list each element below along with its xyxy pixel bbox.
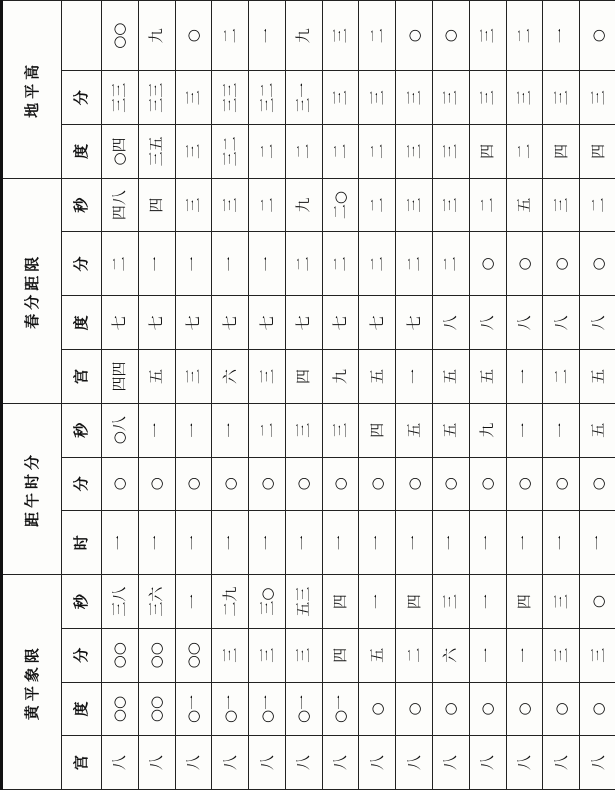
table-row bbox=[138, 1, 175, 790]
table-cell: ○○ bbox=[102, 682, 139, 736]
table-cell: 一 bbox=[469, 575, 506, 629]
table-cell: ○ bbox=[506, 457, 543, 511]
table-row bbox=[175, 1, 212, 790]
unit-header: 分 bbox=[62, 232, 102, 296]
table-cell: ○ bbox=[396, 682, 433, 736]
table-cell: 一 bbox=[138, 511, 175, 575]
unit-header: 时 bbox=[62, 511, 102, 575]
table-cell: 四 bbox=[322, 575, 359, 629]
table-cell: 三八 bbox=[102, 575, 139, 629]
table-cell: 三 bbox=[175, 178, 212, 232]
table-cell: 五 bbox=[433, 403, 470, 457]
table-cell: 一 bbox=[469, 628, 506, 682]
unit-header-blank bbox=[62, 1, 102, 71]
table-cell: ○ bbox=[469, 232, 506, 296]
table-cell: 三 bbox=[433, 71, 470, 125]
table-row bbox=[580, 1, 615, 790]
table-cell: 三 bbox=[175, 71, 212, 125]
table-cell: 二 bbox=[359, 1, 396, 71]
table-cell: 八 bbox=[433, 736, 470, 790]
table-cell: 三 bbox=[506, 71, 543, 125]
table-cell: ○ bbox=[580, 682, 615, 736]
table-cell: 八 bbox=[469, 736, 506, 790]
table-cell: 三 bbox=[322, 71, 359, 125]
table-cell: ○一 bbox=[175, 682, 212, 736]
table-cell: 四 bbox=[322, 628, 359, 682]
unit-row bbox=[62, 1, 102, 790]
table-cell: 三 bbox=[175, 125, 212, 179]
table-cell: 四 bbox=[285, 350, 322, 404]
table-cell: ○ bbox=[433, 457, 470, 511]
table-cell: 三 bbox=[249, 628, 286, 682]
table-cell: 五 bbox=[359, 350, 396, 404]
table-cell: 三 bbox=[322, 403, 359, 457]
table-cell: 九 bbox=[138, 1, 175, 71]
unit-header: 秒 bbox=[62, 403, 102, 457]
table-cell: 五 bbox=[580, 350, 615, 404]
table-cell: 三三 bbox=[212, 71, 249, 125]
table-cell: 四 bbox=[138, 178, 175, 232]
table-cell: 八 bbox=[506, 736, 543, 790]
table-cell: 二 bbox=[396, 628, 433, 682]
table-cell: 八 bbox=[359, 736, 396, 790]
table-cell: ○ bbox=[322, 457, 359, 511]
unit-header: 度 bbox=[62, 296, 102, 350]
unit-header: 分 bbox=[62, 457, 102, 511]
table-cell: 二 bbox=[249, 403, 286, 457]
group-title-3: 地平高 bbox=[2, 1, 62, 179]
group-title-1: 距午时分 bbox=[2, 403, 62, 574]
table-cell: ○ bbox=[543, 682, 580, 736]
table-cell: 九 bbox=[469, 403, 506, 457]
table-cell: 八 bbox=[249, 736, 286, 790]
table-cell: 八 bbox=[285, 736, 322, 790]
table-cell: 一 bbox=[580, 511, 615, 575]
table-cell: 三○ bbox=[249, 575, 286, 629]
table-cell: 七 bbox=[396, 296, 433, 350]
table-cell: 八 bbox=[543, 296, 580, 350]
table-cell: 一 bbox=[543, 403, 580, 457]
table-cell: ○ bbox=[249, 457, 286, 511]
table-cell: 七 bbox=[175, 296, 212, 350]
table-cell: 一 bbox=[396, 511, 433, 575]
table-cell: 九 bbox=[285, 1, 322, 71]
table-cell: 三 bbox=[249, 350, 286, 404]
table-cell: 一 bbox=[175, 232, 212, 296]
table-cell: 六 bbox=[212, 350, 249, 404]
table-cell: 三 bbox=[285, 403, 322, 457]
table-cell: 七 bbox=[322, 296, 359, 350]
table-cell: 二 bbox=[249, 178, 286, 232]
table-cell: 二 bbox=[359, 178, 396, 232]
table-cell: ○ bbox=[580, 232, 615, 296]
table-cell: ○○ bbox=[175, 628, 212, 682]
table-cell: 三一 bbox=[285, 71, 322, 125]
table-cell: 一 bbox=[506, 403, 543, 457]
table-cell: 二 bbox=[506, 1, 543, 71]
table-cell: 三 bbox=[469, 71, 506, 125]
table-cell: 三 bbox=[396, 71, 433, 125]
table-cell: 三 bbox=[433, 575, 470, 629]
table-cell: 九 bbox=[285, 178, 322, 232]
table-row bbox=[212, 1, 249, 790]
table-cell: 二 bbox=[543, 350, 580, 404]
table-cell: 四 bbox=[543, 125, 580, 179]
table-cell: 二○ bbox=[322, 178, 359, 232]
table-cell: ○ bbox=[396, 1, 433, 71]
table-cell: 二 bbox=[322, 232, 359, 296]
table-cell: 八 bbox=[506, 296, 543, 350]
table-cell: 一 bbox=[359, 511, 396, 575]
table-cell: 八 bbox=[138, 736, 175, 790]
table-cell: 二 bbox=[580, 178, 615, 232]
table-cell: 二九 bbox=[212, 575, 249, 629]
table-cell: 二 bbox=[359, 232, 396, 296]
table-cell: 二 bbox=[102, 232, 139, 296]
table-cell: 四 bbox=[506, 575, 543, 629]
table-cell: 四 bbox=[580, 125, 615, 179]
table-cell: 三五 bbox=[138, 125, 175, 179]
table-cell: 三 bbox=[285, 628, 322, 682]
table-cell: ○八 bbox=[102, 403, 139, 457]
table-cell: 二 bbox=[469, 178, 506, 232]
table-cell: 四八 bbox=[102, 178, 139, 232]
table-cell: 一 bbox=[469, 511, 506, 575]
table-cell: 五 bbox=[138, 350, 175, 404]
table-cell: ○一 bbox=[322, 682, 359, 736]
table-cell: ○一 bbox=[249, 682, 286, 736]
table-cell: ○ bbox=[175, 457, 212, 511]
table-cell: 一 bbox=[433, 511, 470, 575]
table-cell: ○○ bbox=[138, 682, 175, 736]
unit-header: 分 bbox=[62, 71, 102, 125]
table-cell: 三二 bbox=[249, 71, 286, 125]
table-cell: 七 bbox=[102, 296, 139, 350]
table-cell: ○ bbox=[396, 457, 433, 511]
table-cell: 三 bbox=[396, 178, 433, 232]
table-cell: ○ bbox=[580, 457, 615, 511]
table-cell: 五 bbox=[506, 178, 543, 232]
group-title-0: 黄平象限 bbox=[2, 575, 62, 790]
table-cell: 一 bbox=[212, 232, 249, 296]
table-cell: 二 bbox=[249, 125, 286, 179]
table-cell: ○ bbox=[543, 457, 580, 511]
table-row bbox=[433, 1, 470, 790]
table-cell: 二 bbox=[285, 125, 322, 179]
table-cell: 五 bbox=[469, 350, 506, 404]
table-row bbox=[249, 1, 286, 790]
unit-header: 度 bbox=[62, 125, 102, 179]
table-cell: 八 bbox=[543, 736, 580, 790]
table-cell: 一 bbox=[543, 1, 580, 71]
table-cell: 八 bbox=[580, 296, 615, 350]
table-cell: ○ bbox=[580, 1, 615, 71]
table-row bbox=[285, 1, 322, 790]
table-cell: ○○ bbox=[102, 1, 139, 71]
table-cell: 四 bbox=[359, 403, 396, 457]
table-cell: 一 bbox=[506, 511, 543, 575]
table-cell: ○ bbox=[543, 232, 580, 296]
table-cell: 三 bbox=[543, 575, 580, 629]
table-cell: 七 bbox=[138, 296, 175, 350]
table-cell: 三 bbox=[543, 71, 580, 125]
table-cell: ○ bbox=[102, 457, 139, 511]
table-cell: 七 bbox=[285, 296, 322, 350]
table-cell: 四 bbox=[469, 125, 506, 179]
table-row bbox=[322, 1, 359, 790]
table-cell: ○ bbox=[433, 1, 470, 71]
table-cell: ○○ bbox=[102, 628, 139, 682]
table-cell: 二 bbox=[285, 232, 322, 296]
table-cell: 八 bbox=[580, 736, 615, 790]
table-row bbox=[396, 1, 433, 790]
table-cell: 三 bbox=[580, 71, 615, 125]
table-cell: 八 bbox=[175, 736, 212, 790]
table-cell: 七 bbox=[249, 296, 286, 350]
table-cell: 三 bbox=[322, 1, 359, 71]
table-cell: 三 bbox=[212, 178, 249, 232]
table-cell: ○ bbox=[469, 682, 506, 736]
table-cell: 二 bbox=[396, 232, 433, 296]
table-cell: 一 bbox=[175, 575, 212, 629]
table-cell: 四 bbox=[396, 575, 433, 629]
table-cell: 一 bbox=[249, 1, 286, 71]
table-cell: 三 bbox=[543, 628, 580, 682]
table-row bbox=[506, 1, 543, 790]
table-cell: 七 bbox=[212, 296, 249, 350]
table-cell: 三 bbox=[212, 628, 249, 682]
table-cell: 三六 bbox=[138, 575, 175, 629]
table-row bbox=[469, 1, 506, 790]
table-cell: 一 bbox=[322, 511, 359, 575]
table-cell: 一 bbox=[543, 511, 580, 575]
table-row bbox=[543, 1, 580, 790]
table-cell: 八 bbox=[322, 736, 359, 790]
table-cell: 八 bbox=[102, 736, 139, 790]
table-cell: 八 bbox=[469, 296, 506, 350]
table-cell: 二 bbox=[212, 1, 249, 71]
table-cell: 一 bbox=[249, 232, 286, 296]
table-cell: ○ bbox=[175, 1, 212, 71]
table-cell: 一 bbox=[396, 350, 433, 404]
unit-header: 分 bbox=[62, 628, 102, 682]
table-cell: 三 bbox=[469, 1, 506, 71]
table-cell: 三 bbox=[396, 125, 433, 179]
table-cell: 五 bbox=[396, 403, 433, 457]
table-cell: 一 bbox=[285, 511, 322, 575]
table-cell: 一 bbox=[102, 511, 139, 575]
table-cell: ○ bbox=[359, 682, 396, 736]
table-cell: ○ bbox=[138, 457, 175, 511]
table-cell: 六 bbox=[433, 628, 470, 682]
table-cell: 三 bbox=[359, 71, 396, 125]
table-cell: ○ bbox=[506, 682, 543, 736]
table-cell: 三三 bbox=[102, 71, 139, 125]
table-cell: 一 bbox=[359, 575, 396, 629]
table-cell: 七 bbox=[359, 296, 396, 350]
table-cell: 三 bbox=[433, 125, 470, 179]
group-title-row bbox=[2, 1, 62, 790]
table-cell: 八 bbox=[433, 296, 470, 350]
table-cell: 八 bbox=[212, 736, 249, 790]
table-cell: 三 bbox=[433, 178, 470, 232]
unit-header: 秒 bbox=[62, 575, 102, 629]
table-cell: 三 bbox=[175, 350, 212, 404]
unit-header: 宫 bbox=[62, 350, 102, 404]
table-cell: 一 bbox=[249, 511, 286, 575]
table-cell: ○ bbox=[506, 232, 543, 296]
table-cell: 三三 bbox=[138, 71, 175, 125]
table-cell: 一 bbox=[175, 403, 212, 457]
table-cell: 二 bbox=[359, 125, 396, 179]
table-cell: 一 bbox=[506, 350, 543, 404]
table-cell: ○ bbox=[469, 457, 506, 511]
table-row bbox=[102, 1, 139, 790]
table-cell: ○一 bbox=[285, 682, 322, 736]
table-cell: ○ bbox=[212, 457, 249, 511]
table-cell: 一 bbox=[138, 403, 175, 457]
table-cell: 四四 bbox=[102, 350, 139, 404]
table-cell: 二 bbox=[322, 125, 359, 179]
table-body bbox=[102, 1, 615, 790]
table-cell: 三 bbox=[543, 178, 580, 232]
table-cell: 八 bbox=[396, 736, 433, 790]
table-cell: 五三 bbox=[285, 575, 322, 629]
unit-header: 秒 bbox=[62, 178, 102, 232]
table-row bbox=[359, 1, 396, 790]
table-cell: 五 bbox=[433, 350, 470, 404]
table-cell: ○ bbox=[580, 575, 615, 629]
table-cell: 五 bbox=[580, 403, 615, 457]
table-cell: 九 bbox=[322, 350, 359, 404]
table-cell: ○○ bbox=[138, 628, 175, 682]
table-cell: ○四 bbox=[102, 125, 139, 179]
table-cell: ○ bbox=[433, 682, 470, 736]
table-cell: ○ bbox=[359, 457, 396, 511]
table-cell: 一 bbox=[212, 403, 249, 457]
table-cell: 二 bbox=[433, 232, 470, 296]
table-cell: 二 bbox=[506, 125, 543, 179]
table-cell: 一 bbox=[506, 628, 543, 682]
table-cell: ○一 bbox=[212, 682, 249, 736]
group-title-2: 春分距限 bbox=[2, 178, 62, 403]
table-cell: 一 bbox=[212, 511, 249, 575]
unit-header: 度 bbox=[62, 682, 102, 736]
table-cell: ○ bbox=[285, 457, 322, 511]
table-cell: 五 bbox=[359, 628, 396, 682]
table-cell: 一 bbox=[175, 511, 212, 575]
table-cell: 三二 bbox=[212, 125, 249, 179]
table-cell: 三 bbox=[580, 628, 615, 682]
unit-header: 宫 bbox=[62, 736, 102, 790]
table-cell: 一 bbox=[138, 232, 175, 296]
